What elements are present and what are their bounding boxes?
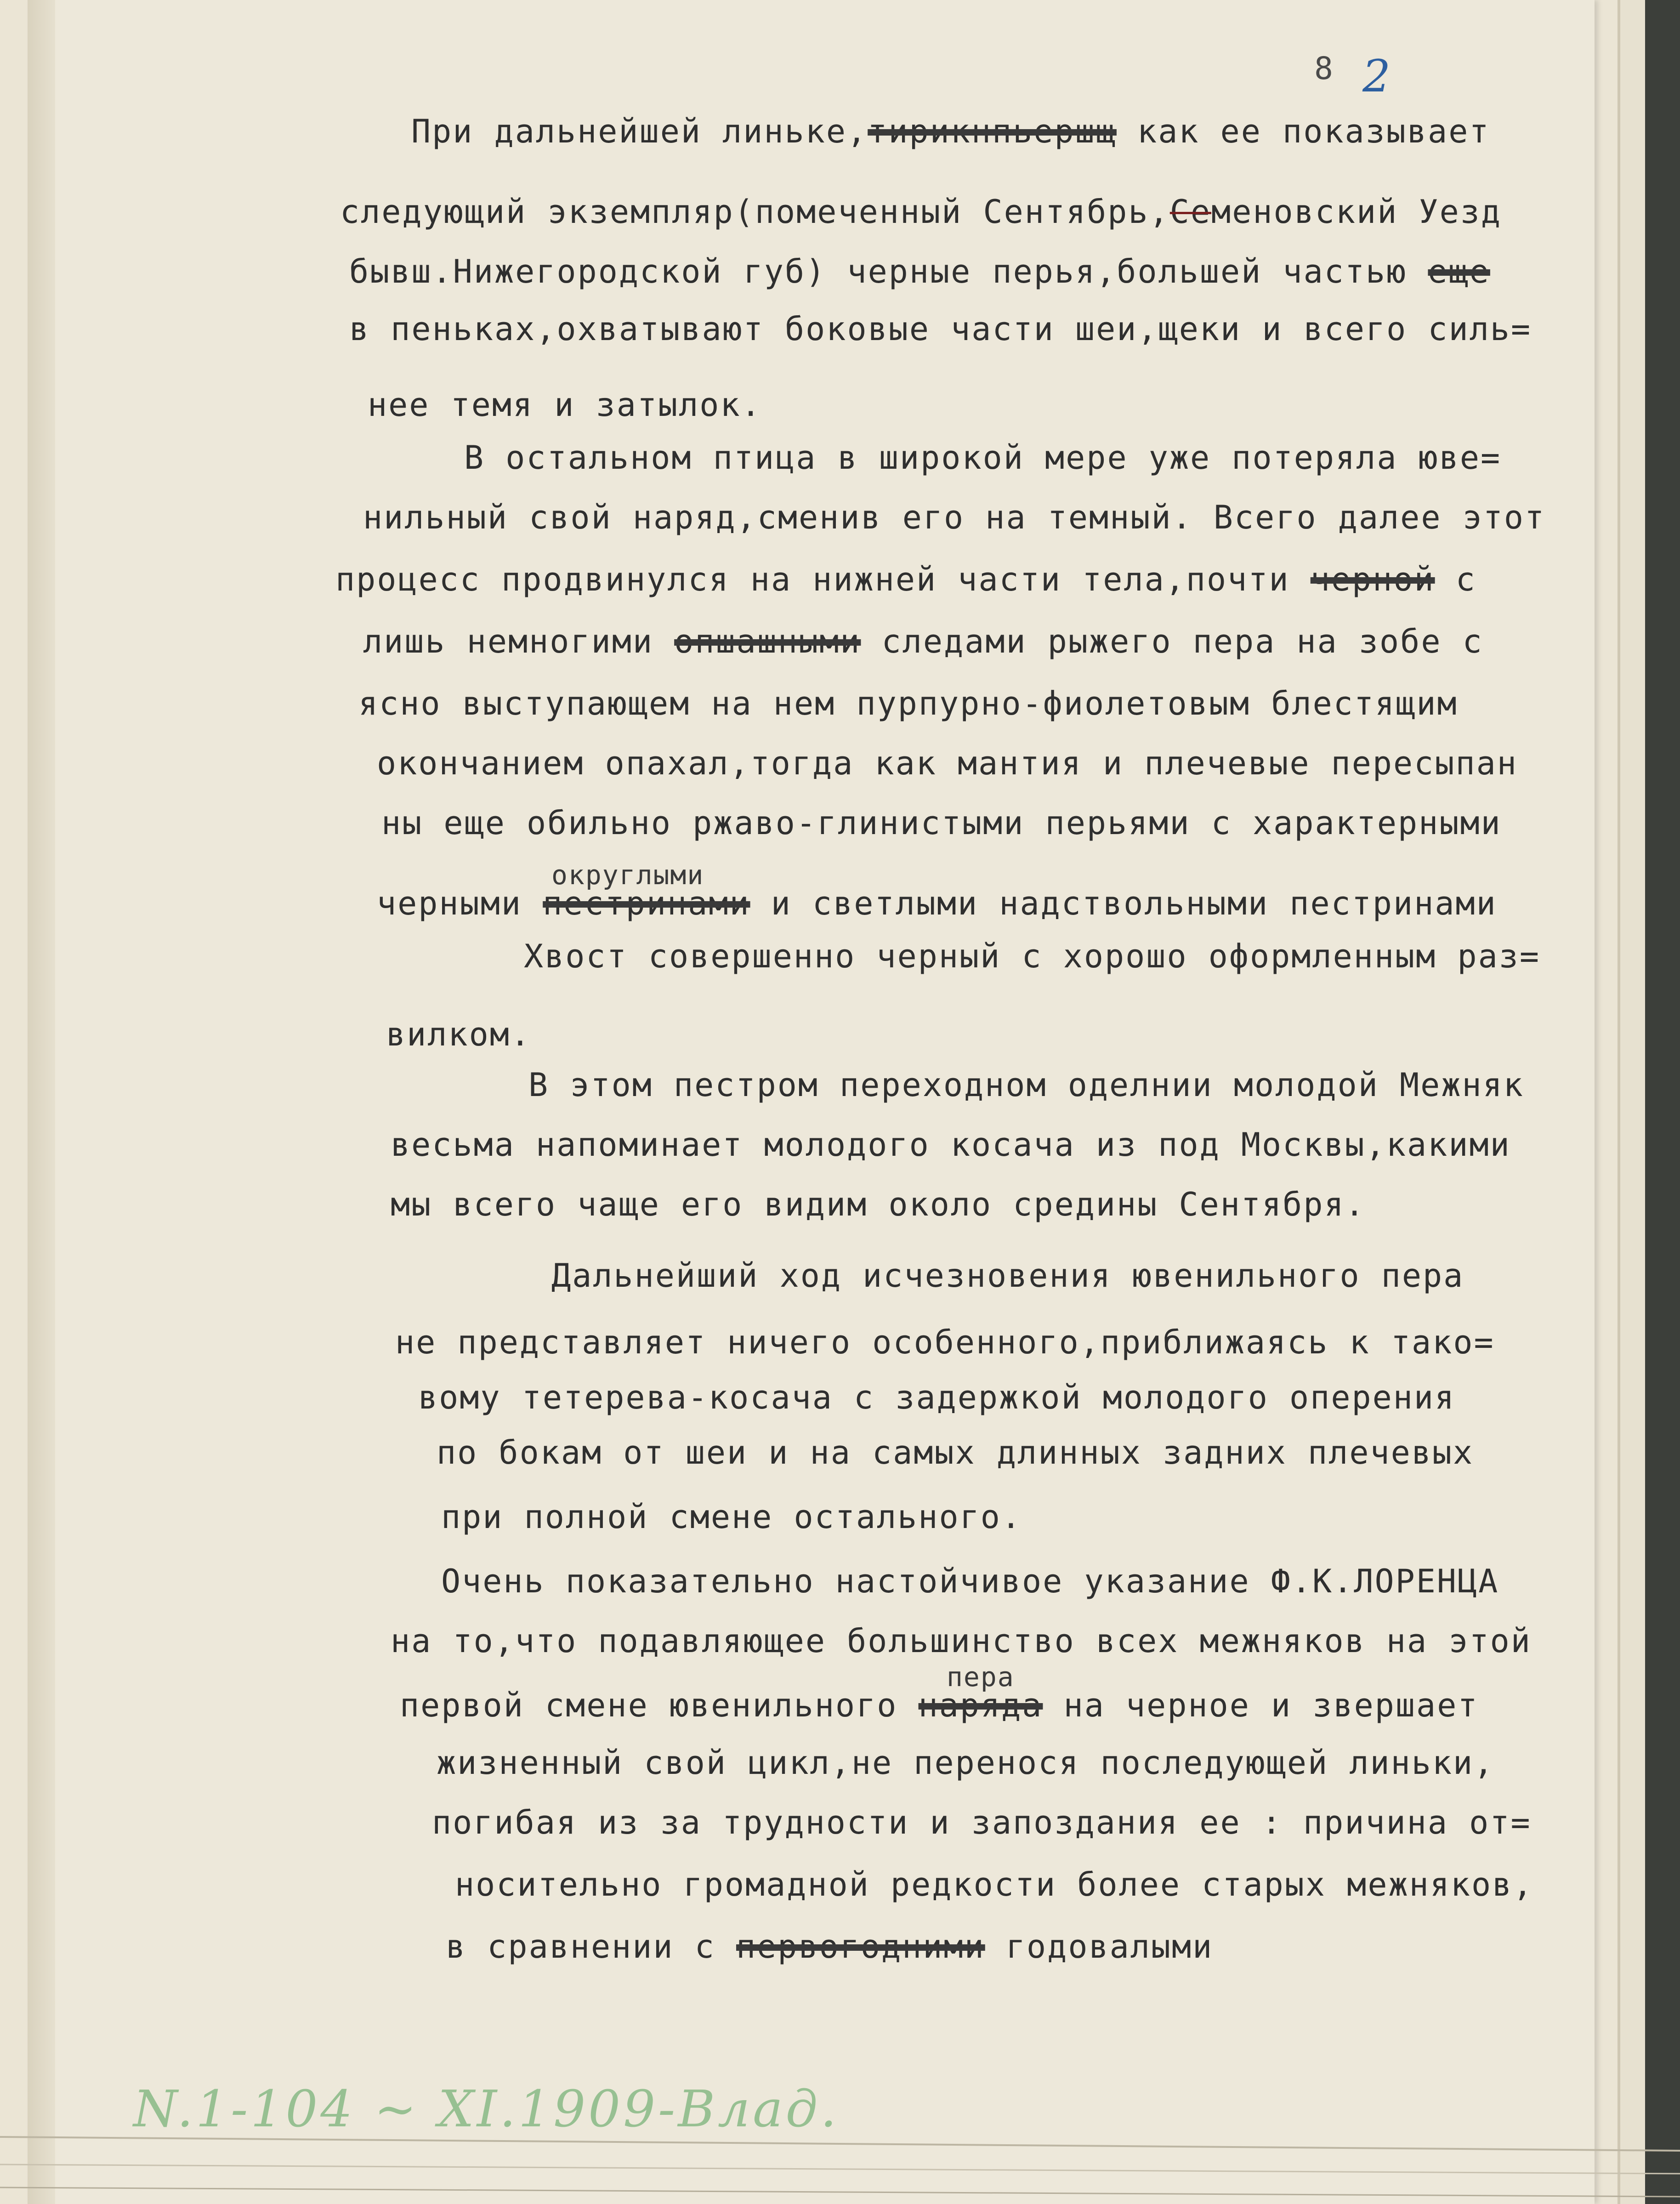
text-line: в пеньках,охватывают боковые части шеи,щеки и всего силь=: [349, 310, 1532, 348]
text-line: при полной смене остального.: [441, 1498, 1022, 1536]
text-line: бывш.Нижегородской губ) черные перья,большей частью еще: [349, 253, 1490, 290]
text-line: В остальном птица в широкой мере уже потеряла юве=: [464, 439, 1502, 477]
text-line: нее темя и затылок.: [368, 386, 762, 424]
text-line: ны еще обильно ржаво-глинистыми перьями с характерными: [381, 804, 1502, 842]
handwritten-archive-note: N.1-104 ~ XI.1909-Влад.: [133, 2079, 840, 2138]
text-line: В этом пестром переходном оделнии молодой Межняк: [528, 1066, 1524, 1104]
handwritten-insert: пера: [947, 1661, 1015, 1693]
text-line: Очень показательно настойчивое указание Ф.К.ЛОРЕНЦА: [441, 1562, 1499, 1600]
text-line: вилком.: [386, 1016, 532, 1053]
document-page: [28, 0, 1595, 2204]
text-line: окончанием опахал,тогда как мантия и плечевые пересыпан: [377, 744, 1518, 782]
text-line: погибая из за трудности и запоздания ее : причина от=: [432, 1804, 1532, 1841]
text-line: весьма напоминает молодого косача из под Москвы,какими: [391, 1126, 1511, 1164]
text-line: лишь немногими опшашными следами рыжего пера на зобе с: [363, 623, 1483, 660]
text-line: черными пестринами и светлыми надствольными пестринами: [377, 885, 1497, 922]
text-line: Хвост совершенно черный с хорошо оформленным раз=: [524, 937, 1541, 975]
page-binding-edge: [28, 0, 55, 2204]
text-line: При дальнейшей линьке,тирикнпьершщ как ее показывает: [411, 113, 1490, 150]
text-line: не представляет ничего особенного,приближаясь к тако=: [395, 1324, 1495, 1361]
text-line: следующий экземпляр(помеченный Сентябрь,Семеновский Уезд: [340, 193, 1502, 231]
page-number: 8: [1314, 51, 1333, 87]
text-line: в сравнении с первогодними годовалыми: [446, 1928, 1214, 1965]
text-line: первой смене ювенильного наряда на черное и звершает: [400, 1687, 1479, 1724]
paper-stack-edges: [0, 2123, 1680, 2204]
text-line: на то,что подавляющее большинство всех межняков на этой: [391, 1622, 1532, 1660]
text-line: мы всего чаще его видим около средины Сентября.: [391, 1186, 1366, 1223]
text-line: процесс продвинулся на нижней части тела,почти черной с: [335, 561, 1476, 598]
text-line: жизненный свой цикл,не перенося последующей линьки,: [437, 1744, 1495, 1782]
text-line: ясно выступающем на нем пурпурно-фиолетовым блестящим: [358, 685, 1458, 722]
page-number-handwritten: 2: [1362, 51, 1391, 102]
handwritten-insert: округлыми: [551, 859, 704, 891]
text-line: Дальнейший ход исчезновения ювенильного пера: [551, 1257, 1464, 1295]
text-line: носительно громадной редкости более старых межняков,: [455, 1866, 1534, 1903]
text-line: по бокам от шеи и на самых длинных задних плечевых: [437, 1434, 1474, 1471]
text-line: вому тетерева-косача с задержкой молодого оперения: [418, 1379, 1456, 1416]
text-line: нильный свой наряд,сменив его на темный. Всего далее этот: [363, 499, 1546, 536]
